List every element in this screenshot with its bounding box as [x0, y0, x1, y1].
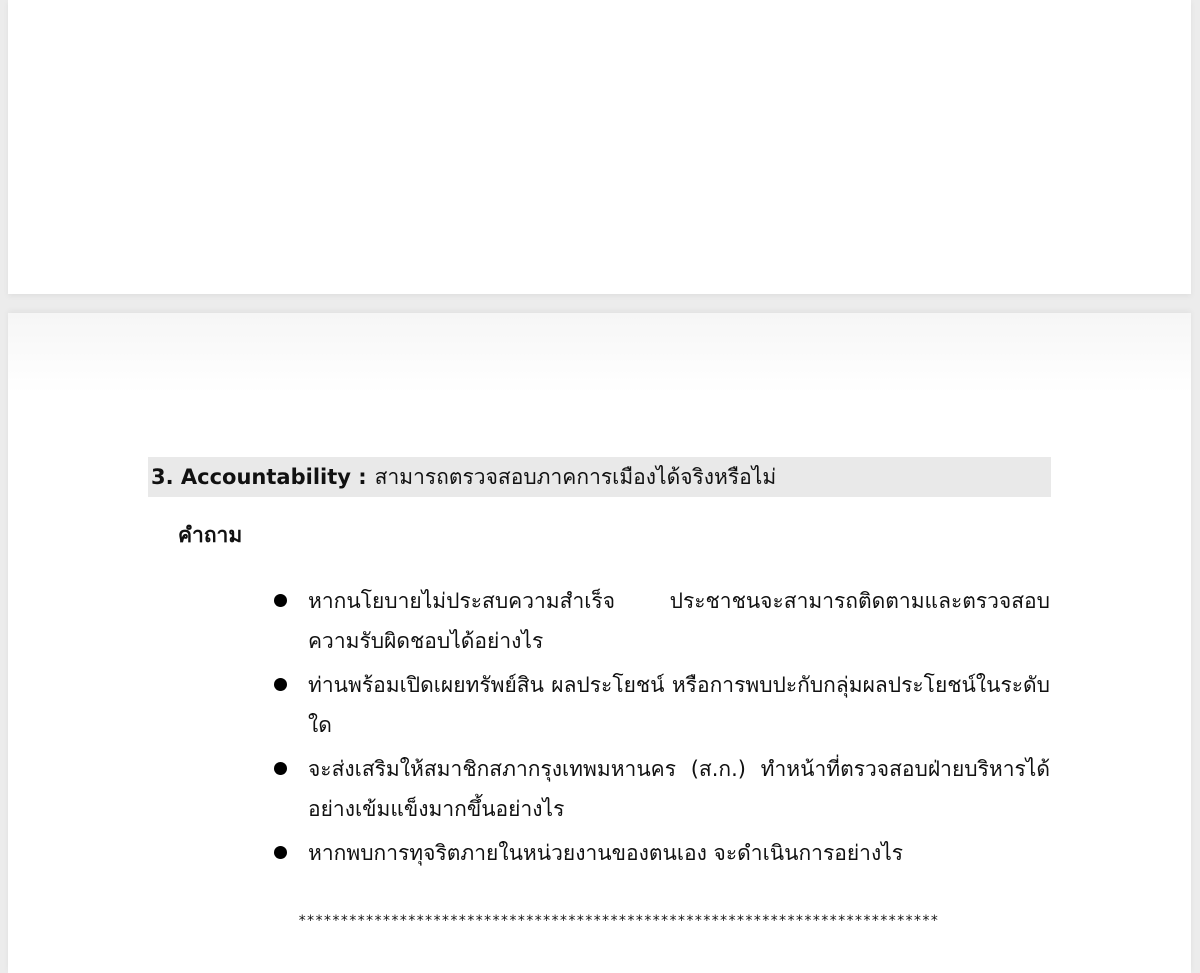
- question-text: จะส่งเสริมให้สมาชิกสภากรุงเทพมหานคร (ส.ก.) ทำหน้าที่ตรวจสอบฝ่ายบริหารได้อย่างเข้มแข็งมากขึ้นอย่างไร: [308, 757, 1050, 821]
- bullet-icon: [274, 762, 287, 775]
- question-text: ท่านพร้อมเปิดเผยทรัพย์สิน ผลประโยชน์ หรือการพบปะกับกลุ่มผลประโยชน์ในระดับใด: [308, 673, 1050, 737]
- question-item: [270, 581, 1050, 661]
- bullet-icon: [274, 678, 287, 691]
- current-page: [8, 313, 1191, 973]
- section-subtitle: สามารถตรวจสอบภาคการเมืองได้จริงหรือไม่: [374, 464, 777, 489]
- bullet-icon: [274, 594, 287, 607]
- bullet-icon: [274, 846, 287, 859]
- previous-page: [8, 0, 1191, 294]
- question-item: [270, 665, 1050, 745]
- questions-label: คำถาม: [178, 523, 243, 547]
- question-list: [270, 581, 1050, 877]
- question-text: หากพบการทุจริตภายในหน่วยงานของตนเอง จะดำเนินการอย่างไร: [308, 841, 904, 865]
- question-text: หากนโยบายไม่ประสบความสำเร็จ ประชาชนจะสามารถติดตามและตรวจสอบความรับผิดชอบได้อย่างไร: [308, 589, 1050, 653]
- section-title: 3. Accountability :: [151, 465, 367, 489]
- question-item: [270, 833, 1050, 873]
- asterisk-divider: ****************************************************************************: [298, 913, 939, 929]
- section-header: [148, 457, 1051, 497]
- question-item: [270, 749, 1050, 829]
